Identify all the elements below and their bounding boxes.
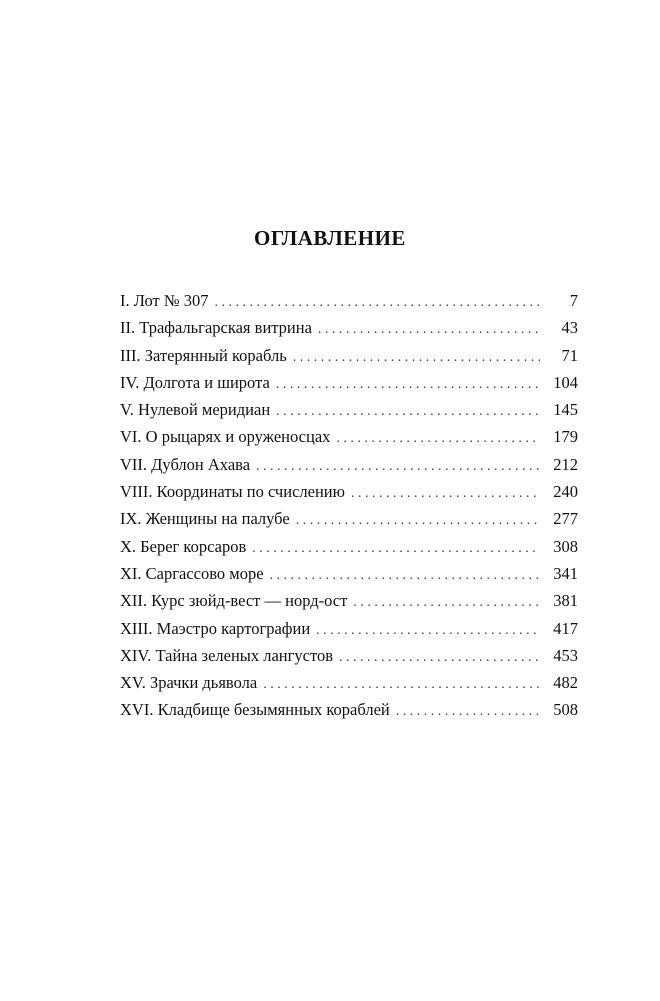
toc-entry [120,346,578,373]
dot-leader [318,320,540,340]
dot-leader [276,402,540,422]
toc-entry-title: XI. Саргассово море [120,563,264,583]
toc-entry [120,427,578,454]
toc-entry [120,700,578,727]
dot-leader [293,348,540,368]
toc-entry-page: 277 [553,509,578,529]
toc-entry [120,455,578,482]
toc-entry-page: 308 [553,536,578,556]
toc-entry-title: XIV. Тайна зеленых лангустов [120,645,334,665]
toc-entry [120,537,578,564]
page-title: ОГЛАВЛЕНИЕ [254,226,406,250]
dot-leader [263,675,540,695]
toc-entry-page: 453 [553,645,578,665]
toc-entry-title: VII. Дублон Ахава [120,454,251,474]
toc-entry-title: IX. Женщины на палубе [120,509,290,529]
dot-leader [336,429,540,449]
dot-leader [353,593,540,613]
dot-leader [256,457,540,477]
dot-leader [276,375,540,395]
toc-entry-page: 104 [553,372,578,392]
toc-entry-page: 508 [553,700,578,720]
toc-entry-page: 482 [553,673,578,693]
toc-entry-page: 240 [553,482,578,502]
toc-entry-page: 43 [561,318,578,338]
toc-entry-page: 417 [553,618,578,638]
toc-entry [120,318,578,345]
toc-entry-title: II. Трафальгарская витрина [120,318,312,338]
toc-entry [120,591,578,618]
dot-leader [339,648,540,668]
toc-entry [120,291,578,318]
toc-entry-page: 7 [569,291,578,310]
toc-entry-title: XVI. Кладбище безымянных кораблей [120,700,390,720]
toc-entry-page: 179 [553,427,578,447]
toc-entry-page: 71 [561,345,578,365]
toc-entry-title: VIII. Координаты по счислению [120,482,345,502]
toc-entry-title: XIII. Маэстро картографии [120,618,311,638]
toc-entry-page: 145 [553,400,578,420]
toc-entry-page: 381 [553,591,578,611]
toc-entry-title: XII. Курс зюйд-вест — норд-ост [120,591,348,611]
toc-entry [120,509,578,536]
dot-leader [252,539,540,559]
toc-entry-title: X. Берег корсаров [120,536,247,556]
toc-entry-title: III. Затерянный корабль [120,345,287,365]
toc-entry-page: 212 [553,454,578,474]
toc-entry-title: XV. Зрачки дьявола [120,673,258,693]
toc-entry-title: V. Нулевой меридиан [120,400,271,420]
dot-leader [215,293,540,313]
toc-entry-title: I. Лот № 307 [120,291,209,310]
table-of-contents [120,291,578,728]
dot-leader [270,566,540,586]
toc-entry-title: VI. О рыцарях и оруженосцах [120,427,331,447]
toc-entry [120,373,578,400]
dot-leader [296,511,540,531]
dot-leader [316,621,540,641]
toc-entry-page: 341 [553,563,578,583]
dot-leader [396,702,540,722]
toc-entry [120,400,578,427]
toc-entry [120,564,578,591]
toc-entry [120,482,578,509]
dot-leader [351,484,540,504]
toc-entry-title: IV. Долгота и широта [120,372,270,392]
toc-entry [120,646,578,673]
toc-entry [120,673,578,700]
toc-entry [120,619,578,646]
